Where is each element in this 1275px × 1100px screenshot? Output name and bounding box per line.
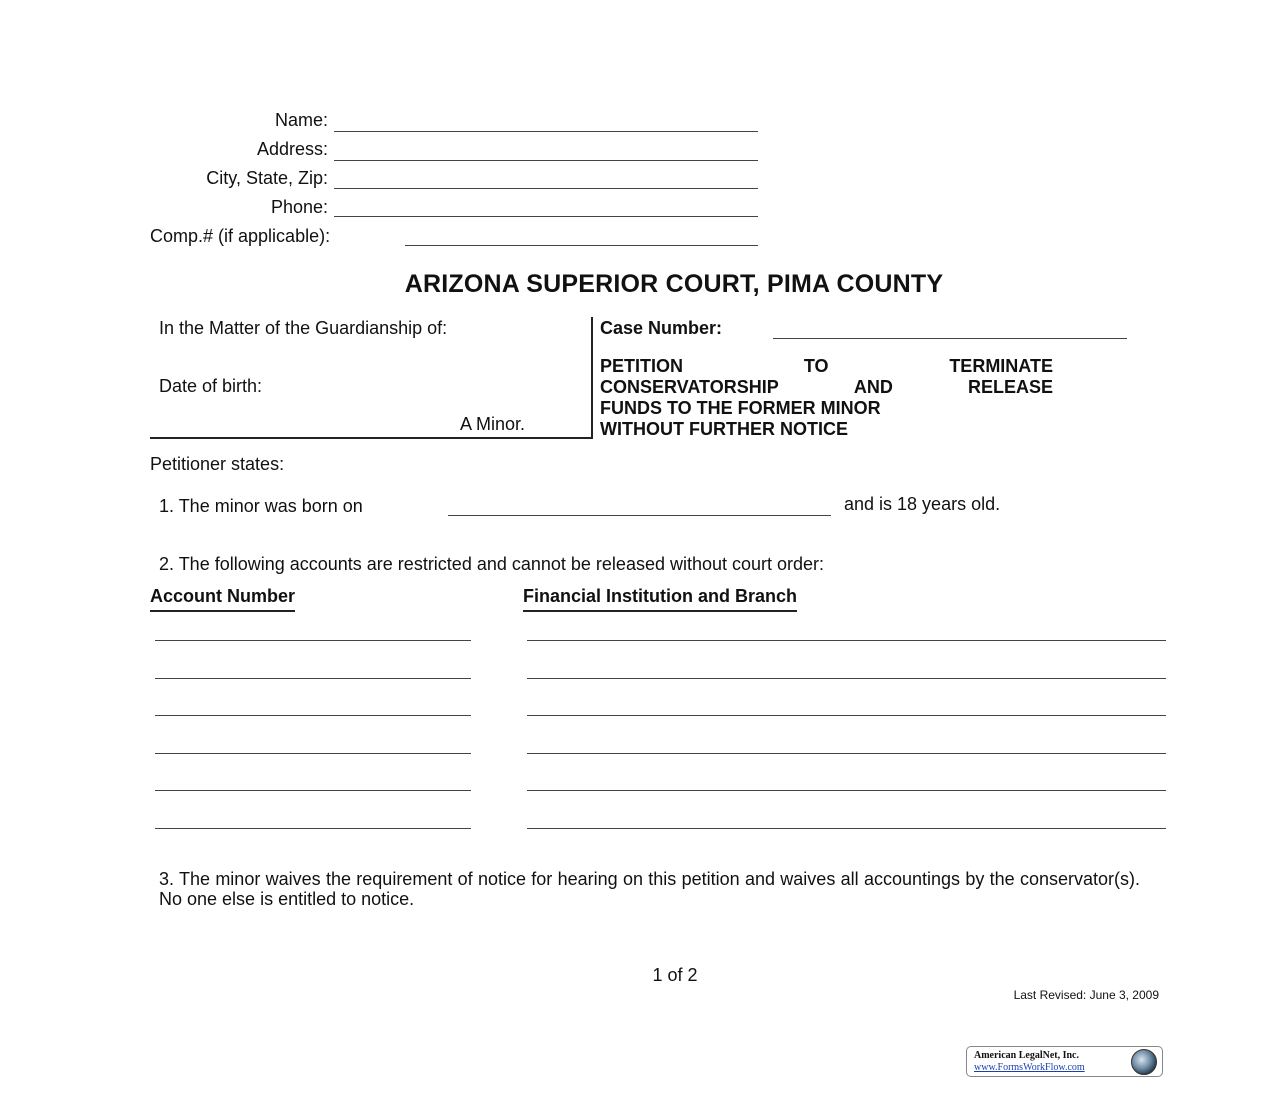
account-number-field[interactable] (155, 753, 471, 754)
city-state-zip-field[interactable] (334, 188, 758, 189)
case-number-label: Case Number: (600, 318, 723, 338)
institution-field[interactable] (527, 715, 1166, 716)
court-title: ARIZONA SUPERIOR COURT, PIMA COUNTY (404, 270, 944, 298)
logo-url-link[interactable]: www.FormsWorkFlow.com (974, 1062, 1085, 1073)
address-field[interactable] (334, 160, 758, 161)
item1-prefix: 1. The minor was born on (159, 496, 363, 516)
petition-title-word: PETITION (600, 356, 684, 376)
petitioner-states: Petitioner states: (150, 454, 285, 474)
caption-divider (591, 317, 593, 439)
item2-text: 2. The following accounts are restricted and cannot be released without court order: (159, 554, 825, 574)
case-number-field[interactable] (773, 338, 1127, 339)
phone-label: Phone: (270, 197, 328, 217)
petition-title-word: TO (803, 356, 829, 376)
address-label: Address: (256, 139, 328, 159)
institution-field[interactable] (527, 753, 1166, 754)
logo-company-name: American LegalNet, Inc. (974, 1050, 1079, 1061)
institution-field[interactable] (527, 640, 1166, 641)
city-state-zip-label: City, State, Zip: (206, 168, 328, 188)
institution-field[interactable] (527, 828, 1166, 829)
comp-number-field[interactable] (405, 245, 758, 246)
petition-title-word: CONSERVATORSHIP (600, 377, 779, 397)
petition-title-line: WITHOUT FURTHER NOTICE (600, 419, 848, 439)
petition-title-word: AND (853, 377, 893, 397)
name-label: Name: (274, 110, 328, 130)
american-legalnet-logo[interactable] (966, 1046, 1163, 1077)
matter-label: In the Matter of the Guardianship of: (159, 318, 448, 338)
petition-title-word: RELEASE (967, 377, 1053, 397)
birth-date-field[interactable] (448, 515, 831, 516)
caption-bottom-rule (150, 437, 593, 439)
item1-suffix: and is 18 years old. (844, 494, 1001, 514)
last-revised: Last Revised: June 3, 2009 (1013, 988, 1159, 1002)
name-field[interactable] (334, 131, 758, 132)
item3-text: 3. The minor waives the requirement of notice for hearing on this petition and waives all accountings by the conservator(s). No one else is entitled to notice. (159, 869, 1140, 909)
account-number-header: Account Number (150, 586, 295, 612)
globe-icon (1131, 1049, 1157, 1075)
minor-label: A Minor. (460, 414, 526, 434)
comp-number-label: Comp.# (if applicable): (150, 226, 331, 246)
petition-title-word: TERMINATE (949, 356, 1053, 376)
account-number-field[interactable] (155, 678, 471, 679)
institution-field[interactable] (527, 790, 1166, 791)
financial-institution-header: Financial Institution and Branch (523, 586, 797, 612)
institution-field[interactable] (527, 678, 1166, 679)
phone-field[interactable] (334, 216, 758, 217)
account-number-field[interactable] (155, 790, 471, 791)
account-number-field[interactable] (155, 828, 471, 829)
account-number-field[interactable] (155, 640, 471, 641)
petition-title-line: FUNDS TO THE FORMER MINOR (600, 398, 881, 418)
dob-label: Date of birth: (159, 376, 263, 396)
petition-title (600, 356, 1053, 440)
page-indicator: 1 of 2 (652, 965, 698, 985)
account-number-field[interactable] (155, 715, 471, 716)
